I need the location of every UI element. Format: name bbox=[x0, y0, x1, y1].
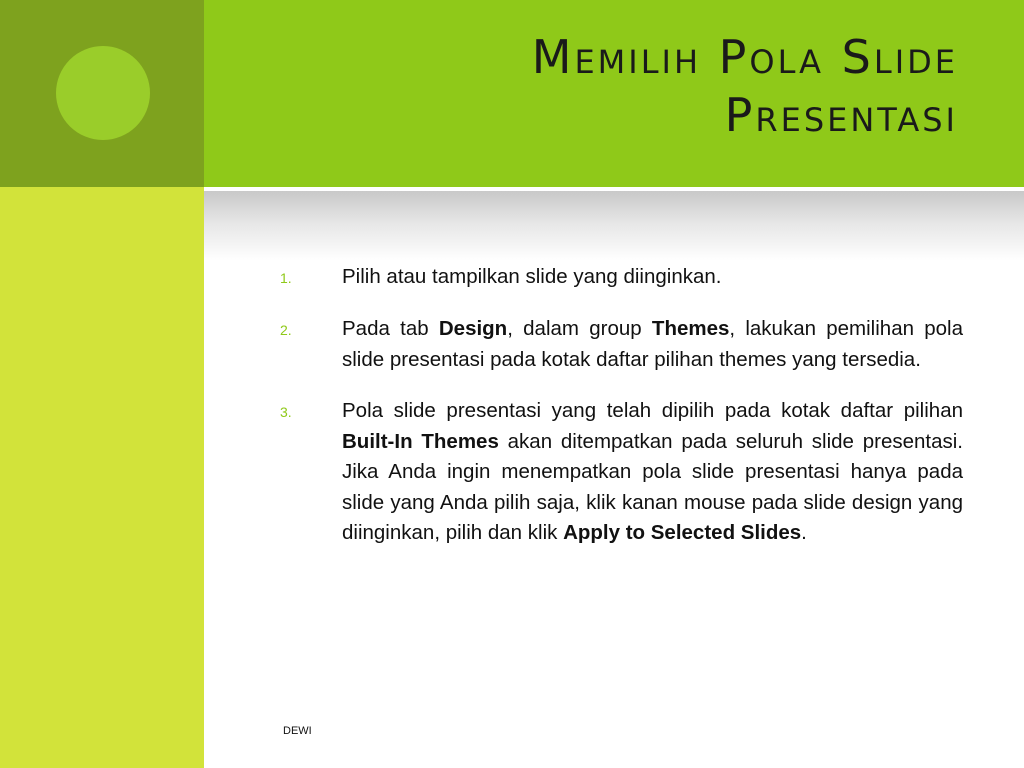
list-item-text bbox=[342, 314, 963, 375]
list-item bbox=[280, 314, 963, 375]
text-run: Pilih atau tampilkan slide yang diinginkan. bbox=[342, 265, 722, 288]
slide-title-line-2: Presentasi bbox=[724, 88, 958, 142]
list-item-number: 2. bbox=[280, 322, 292, 338]
list-item bbox=[280, 262, 963, 293]
slide-title bbox=[338, 28, 958, 144]
bold-term-built-in-themes: Built-In Themes bbox=[342, 429, 499, 453]
text-run: , lakukan pemilihan pola slide presentasi pada kotak daftar pilihan themes yang tersedia. bbox=[342, 317, 963, 371]
title-shadow bbox=[204, 191, 1024, 261]
list-item bbox=[280, 396, 963, 549]
text-run: Pola slide presentasi yang telah dipilih pada kotak daftar pilihan bbox=[342, 399, 963, 422]
bold-term-apply-to-selected-slides: Apply to Selected Slides bbox=[563, 521, 802, 544]
left-bottom-panel bbox=[0, 187, 204, 768]
slide-footer: DEWI bbox=[283, 725, 312, 737]
text-run: , dalam group bbox=[507, 317, 652, 340]
list-item-number: 3. bbox=[280, 404, 292, 420]
bold-term-themes: Themes bbox=[651, 317, 730, 340]
text-run: akan ditempatkan pada seluruh slide presentasi. Jika Anda ingin menempatkan pola slide presentasi hanya pada slide yang Anda pilih saja, klik kanan mouse pada slide design yang diinginkan, pilih dan klik bbox=[342, 429, 963, 544]
slide-title-line-1: Memilih Pola Slide bbox=[531, 30, 958, 84]
numbered-list bbox=[280, 262, 963, 570]
list-item-text bbox=[342, 396, 963, 549]
list-item-number: 1. bbox=[280, 270, 292, 286]
list-item-text bbox=[342, 262, 963, 293]
text-run: . bbox=[801, 521, 807, 544]
bold-term-design: Design bbox=[438, 317, 508, 340]
text-run: Pada tab bbox=[342, 317, 439, 340]
decorative-circle bbox=[56, 46, 150, 140]
